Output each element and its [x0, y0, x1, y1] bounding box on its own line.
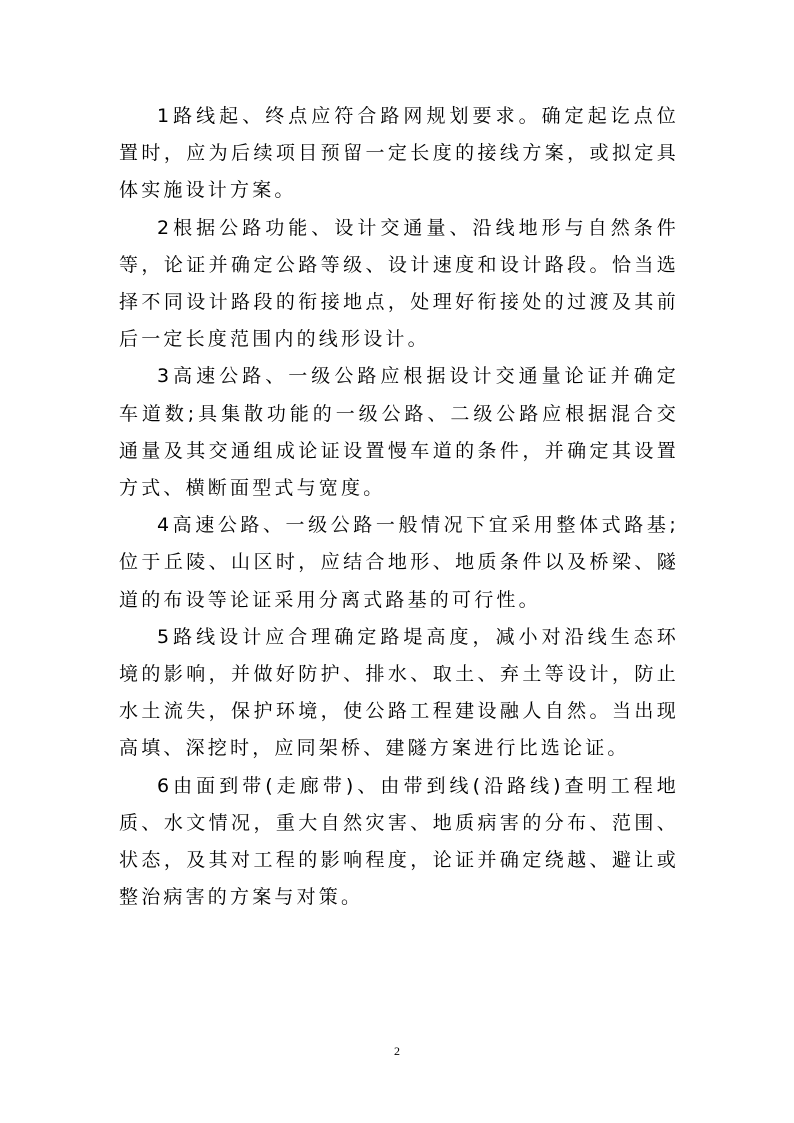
- page-number: 2: [394, 1044, 400, 1058]
- paragraph-1: 1路线起、终点应符合路网规划要求。确定起讫点位置时，应为后续项目预留一定长度的接线方案，或拟定具体实施设计方案。: [119, 105, 679, 202]
- paragraph-2: 2根据公路功能、设计交通量、沿线地形与自然条件等，论证并确定公路等级、设计速度和设计路段。恰当选择不同设计路段的衔接地点，处理好衔接处的过渡及其前后一定长度范围内的线形设计。: [119, 216, 679, 351]
- paragraph-6: 6由面到带(走廊带)、由带到线(沿路线)查明工程地质、水文情况，重大自然灾害、地质病害的分布、范围、状态，及其对工程的影响程度，论证并确定绕越、避让或整治病害的方案与对策。: [119, 774, 679, 909]
- paragraph-4: 4高速公路、一级公路一般情况下宜采用整体式路基;位于丘陵、山区时，应结合地形、地质条件以及桥梁、隧道的布设等论证采用分离式路基的可行性。: [119, 514, 679, 611]
- paragraph-5: 5路线设计应合理确定路堤高度，减小对沿线生态环境的影响，并做好防护、排水、取土、弃土等设计，防止水土流失，保护环境，使公路工程建设融人自然。当出现高填、深挖时，应同架桥、建隧方案进行比选论证。: [119, 625, 679, 760]
- document-body: [119, 98, 679, 916]
- paragraph-3: 3高速公路、一级公路应根据设计交通量论证并确定车道数;具集散功能的一级公路、二级公路应根据混合交通量及其交通组成论证设置慢车道的条件，并确定其设置方式、横断面型式与宽度。: [119, 365, 679, 500]
